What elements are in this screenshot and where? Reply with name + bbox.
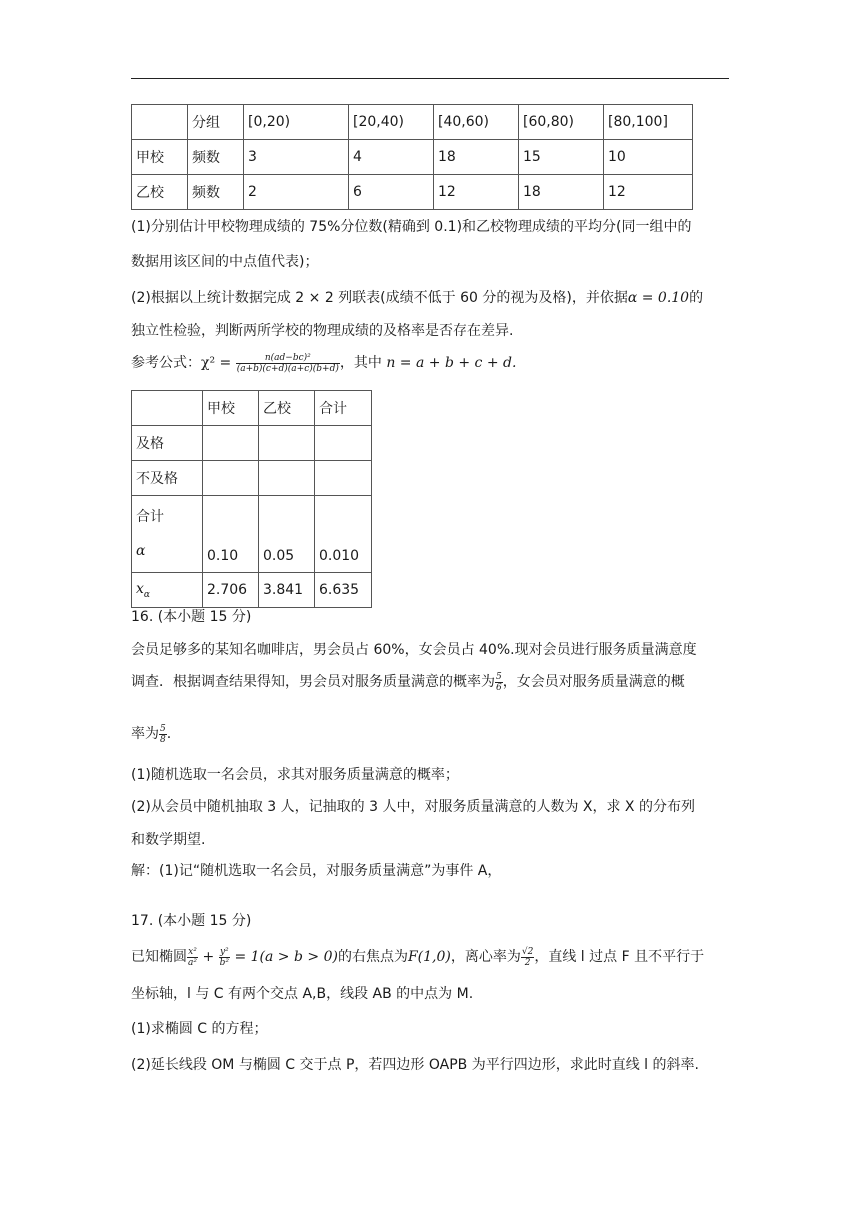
formula-where: ，其中	[339, 355, 382, 371]
plus-sign: +	[202, 949, 215, 965]
table-cell: 6	[349, 175, 434, 210]
table-cell: 频数	[188, 175, 244, 210]
q16-line1: 会员足够多的某知名咖啡店，男会员占 60%，女会员占 40%.现对会员进行服务质量满意度	[131, 642, 697, 658]
fraction-denominator: (a+b)(c+d)(a+c)(b+d)	[236, 363, 339, 374]
q17-ecc-text: ，离心率为	[450, 949, 521, 965]
table-row	[132, 175, 693, 210]
q16-line2	[131, 671, 685, 693]
chi-square-lhs: χ² =	[201, 355, 232, 371]
formula-n: n = a + b + c + d.	[386, 355, 517, 371]
table-row	[132, 496, 372, 573]
q17-title: 17. (本小题 15 分)	[131, 913, 252, 929]
table-cell	[132, 391, 203, 426]
table-cell: 4	[349, 140, 434, 175]
q17-line1	[131, 946, 704, 968]
q17-line1-tail: ，直线 l 过点 F 且不平行于	[534, 949, 705, 965]
table-cell: 不及格	[132, 461, 203, 496]
table-cell	[259, 426, 315, 461]
q17-line2: 坐标轴，l 与 C 有两个交点 A,B，线段 AB 的中点为 M.	[131, 986, 474, 1002]
table-row	[132, 573, 372, 608]
q16-part2-line2: 和数学期望.	[131, 832, 206, 848]
table-cell	[315, 461, 372, 496]
fraction-numerator: √2	[521, 946, 534, 957]
q17-focus-text: 的右焦点为	[337, 949, 408, 965]
table-cell: 18	[519, 175, 604, 210]
q15-part2-text: (2)根据以上统计数据完成 2 × 2 列联表(成绩不低于 60 分的视为及格)，并依据	[131, 290, 628, 306]
contingency-table	[131, 390, 372, 608]
q16-line2-tail: ，女会员对服务质量满意的概	[502, 674, 685, 690]
fraction-numerator: 5	[160, 723, 166, 734]
fraction-numerator: x²	[188, 946, 197, 957]
table-cell: 0.05	[259, 496, 315, 573]
x-alpha-sub: α	[143, 589, 150, 600]
fraction-5-8	[159, 724, 167, 745]
q16-solution: 解：(1)记“随机选取一名会员，对服务质量满意”为事件 A，	[131, 863, 502, 879]
table-row	[132, 461, 372, 496]
alpha-math: α = 0.10	[627, 290, 690, 306]
fraction-x2-a2	[187, 947, 198, 968]
q15-part2-line2: 独立性检验，判断两所学校的物理成绩的及格率是否存在差异.	[131, 323, 514, 339]
q15-part2-tail: 的	[689, 290, 704, 306]
table-cell	[132, 105, 188, 140]
table-cell: 2.706	[203, 573, 259, 608]
table-cell: [0,20)	[244, 105, 349, 140]
fraction-numerator: 5	[496, 671, 502, 682]
reference-formula	[131, 352, 516, 374]
table-cell: [40,60)	[434, 105, 519, 140]
ellipse-condition: = 1(a > b > 0)	[234, 949, 338, 965]
fraction-denominator: b²	[219, 957, 229, 968]
q16-line3-tail: .	[166, 726, 172, 742]
frequency-table	[131, 104, 693, 210]
fraction-5-6	[495, 672, 503, 693]
table-cell: 合计	[315, 391, 372, 426]
table-cell: 频数	[188, 140, 244, 175]
table-cell: 3	[244, 140, 349, 175]
q16-line2-text: 调查．根据调查结果得知，男会员对服务质量满意的概率为	[131, 674, 495, 690]
table-cell: [60,80)	[519, 105, 604, 140]
fraction-y2-b2	[219, 947, 230, 968]
fraction-denominator: a²	[188, 957, 197, 968]
table-cell: 甲校	[132, 140, 188, 175]
x-alpha-label: x	[136, 580, 144, 597]
q15-part2-line1	[131, 287, 703, 307]
table-cell: [80,100]	[604, 105, 693, 140]
q16-part1: (1)随机选取一名会员，求其对服务质量满意的概率；	[131, 767, 459, 783]
fraction-numerator: n(ad−bc)²	[236, 353, 340, 364]
total-label: 合计	[136, 509, 164, 525]
q16-line3	[131, 723, 171, 745]
table-cell	[203, 426, 259, 461]
q17-line1-text: 已知椭圆	[131, 949, 187, 965]
table-row	[132, 391, 372, 426]
q15-part1-line1: (1)分别估计甲校物理成绩的 75%分位数(精确到 0.1)和乙校物理成绩的平均分(同一组中的	[131, 219, 692, 235]
table-cell	[315, 426, 372, 461]
chi-square-fraction	[236, 353, 340, 374]
table-cell: 甲校	[203, 391, 259, 426]
q17-part1: (1)求椭圆 C 的方程；	[131, 1021, 268, 1037]
table-cell: 12	[604, 175, 693, 210]
table-cell: 乙校	[132, 175, 188, 210]
q15-part1-line2: 数据用该区间的中点值代表)；	[131, 254, 319, 270]
header-rule	[131, 78, 729, 79]
table-cell: 12	[434, 175, 519, 210]
table-cell: 10	[604, 140, 693, 175]
table-cell	[203, 461, 259, 496]
table-cell: 0.010	[315, 496, 372, 573]
table-cell: 3.841	[259, 573, 315, 608]
fraction-denominator: 6	[496, 682, 502, 693]
fraction-denominator: 8	[160, 734, 166, 745]
table-cell: [20,40)	[349, 105, 434, 140]
q16-title: 16. (本小题 15 分)	[131, 609, 252, 625]
focus-point: F(1,0)	[407, 949, 451, 965]
table-cell: 分组	[188, 105, 244, 140]
table-cell	[259, 461, 315, 496]
fraction-denominator: 2	[524, 957, 531, 968]
alpha-label: α	[136, 543, 146, 559]
table-cell: 6.635	[315, 573, 372, 608]
table-cell	[132, 496, 203, 573]
table-cell: 18	[434, 140, 519, 175]
q17-part2: (2)延长线段 OM 与椭圆 C 交于点 P，若四边形 OAPB 为平行四边形，求此时直线 l 的斜率.	[131, 1057, 699, 1073]
table-row	[132, 426, 372, 461]
table-cell: 及格	[132, 426, 203, 461]
fraction-sqrt2-2	[521, 947, 534, 968]
table-cell: 15	[519, 140, 604, 175]
table-cell	[132, 573, 203, 608]
q16-line3-text: 率为	[131, 726, 159, 742]
fraction-numerator: y²	[219, 946, 229, 957]
q16-part2-line1: (2)从会员中随机抽取 3 人，记抽取的 3 人中，对服务质量满意的人数为 X，求 X 的分布列	[131, 799, 695, 815]
table-cell: 乙校	[259, 391, 315, 426]
table-cell: 0.10	[203, 496, 259, 573]
table-row	[132, 105, 693, 140]
table-row	[132, 140, 693, 175]
table-cell: 2	[244, 175, 349, 210]
formula-label: 参考公式：	[131, 355, 201, 371]
